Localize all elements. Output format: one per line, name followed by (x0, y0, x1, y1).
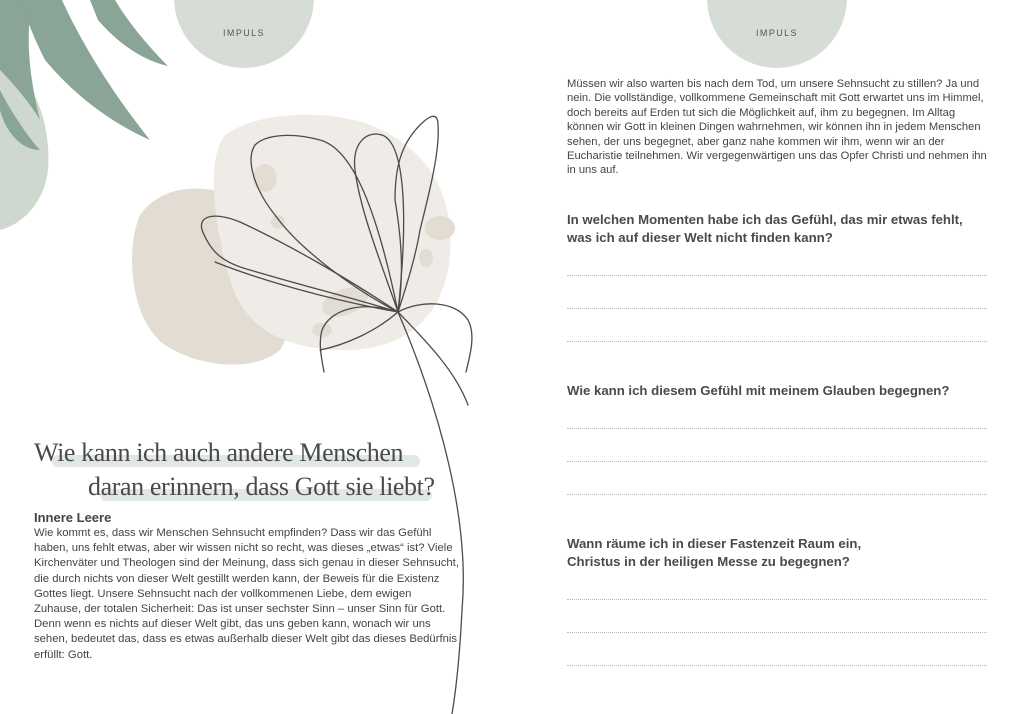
answer-line[interactable] (567, 632, 987, 633)
question-3: Wann räume ich in dieser Fastenzeit Raum ein, Christus in der heiligen Messe zu begegnen? (567, 536, 862, 569)
answer-line[interactable] (567, 461, 987, 462)
question-1: In welchen Momenten habe ich das Gefühl, das mir etwas fehlt, was ich auf dieser Welt nicht finden kann? (567, 212, 963, 245)
answer-line[interactable] (567, 341, 987, 342)
answer-line[interactable] (567, 599, 987, 600)
leaf-decoration-icon (0, 0, 168, 230)
tab-label: IMPULS (223, 28, 265, 38)
tab-label: IMPULS (756, 28, 798, 38)
right-page (510, 0, 1020, 714)
answer-line[interactable] (567, 494, 987, 495)
headline-line-1: Wie kann ich auch andere Menschen (34, 438, 404, 467)
answer-line[interactable] (567, 308, 987, 309)
intro-paragraph: Müssen wir also warten bis nach dem Tod, um unsere Sehnsucht zu stillen? Ja und nein. Die vollständige, vollkommene Gemeinschaft mit Gott erwartet uns im Himmel, doch bereits auf Erden tut sich die Möglichkeit auf, ihm zu begegnen. Im Alltag können wir Gott in kleinen Dingen wahrnehmen, wir können ihn in jedem Menschen sehen, der uns begegnet, aber ganz nahe kommen wir ihm, wenn wir an der Eucharistie teilnehmen. Wir vergegenwärtigen uns das Opfer Christi und nehmen ihn in uns auf. (567, 78, 987, 177)
question-2: Wie kann ich diesem Gefühl mit meinem Glauben begegnen? (567, 383, 950, 398)
headline-line-2: daran erinnern, dass Gott sie liebt? (88, 472, 435, 501)
impuls-tab (707, 0, 847, 68)
body-text: Wie kommt es, dass wir Menschen Sehnsucht empfinden? Dass wir das Gefühl haben, uns fehlt etwas, aber wir wissen nicht so recht, was dieses „etwas“ ist? Viele Kirchenväter und Theologen sind der Meinung, dass sich genau in dieser Sehnsucht, die durch nichts von dieser Welt gestillt werden kann, der Beweis für die Existenz Gottes liegt. Unsere Sehnsucht nach der vollkommenen Liebe, dem ewigen Zuhause, der totalen Sicherheit: Das ist unser sechster Sinn – unser Sinn für Gott. Denn wenn es nichts auf dieser Welt gibt, das uns geben kann, wonach wir uns sehen, bedeutet das, dass es etwas außerhalb dieser Welt gibt das dieses Bedürfnis erfüllt: Gott. (34, 527, 459, 661)
answer-line[interactable] (567, 275, 987, 276)
answer-line[interactable] (567, 665, 987, 666)
answer-line[interactable] (567, 428, 987, 429)
section-title: Innere Leere (34, 510, 112, 525)
page-headline (34, 436, 454, 504)
